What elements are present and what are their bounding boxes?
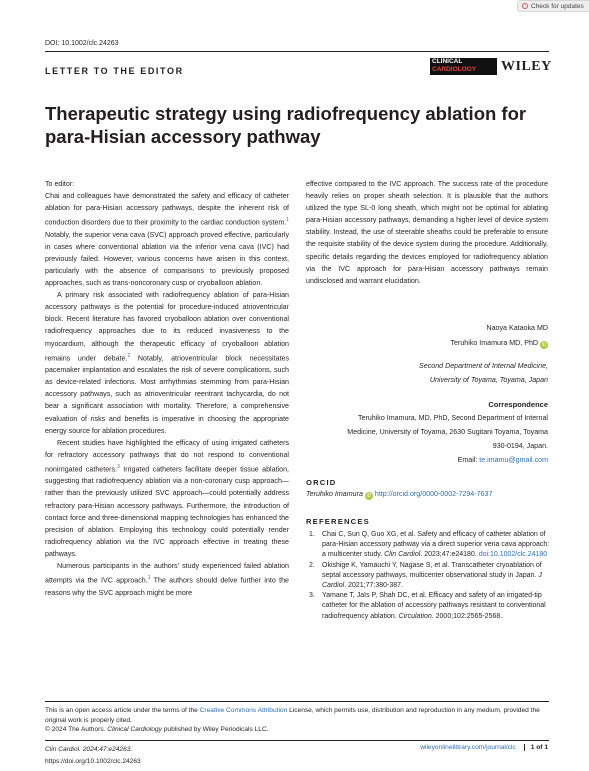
article-type-label: LETTER TO THE EDITOR xyxy=(45,66,184,76)
license-link[interactable]: Creative Commons Attribution xyxy=(199,707,288,714)
correspondence-block xyxy=(306,411,548,467)
orcid-entry xyxy=(306,490,492,500)
license-note xyxy=(45,706,549,735)
author-block xyxy=(451,321,549,351)
footer-right xyxy=(420,744,548,751)
citation-link-2[interactable]: 2 xyxy=(127,352,131,359)
reference-item: 3. Yamane T, Jaïs P, Shah DC, et al. Efficacy and safety of an irrigated-tip catheter for the ablation of accessory pathways resistant to conventional radiofrequency ablation. Circulation. 2000;102:2565-2568. xyxy=(309,592,546,620)
orcid-icon: iD xyxy=(366,493,372,499)
article-doi: DOI: 10.1002/clc.24263 xyxy=(45,40,119,47)
salutation: To editor: xyxy=(45,180,75,188)
orcid-author-name: Teruhiko Imamura xyxy=(306,490,363,498)
journal-logo-line1: CLINICAL xyxy=(432,58,463,65)
footer-rule-2 xyxy=(45,740,549,741)
affiliation-line-2: University of Toyama, Toyama, Japan xyxy=(429,376,548,384)
references-heading: REFERENCES xyxy=(306,517,370,526)
paragraph-2: A primary risk associated with radiofrequency ablation of para-Hisian accessory pathways is the potential for procedure-induced atrioventricular block. Recent literature has favored cryoballoon ablation over conventional radiofrequency approaches due to its reduced invasiveness to the myocardium, although the therapeutic efficacy of cryoballoon ablation remains under debate.$^2$ Notably, atrioventricular block necessitates pacemaker implantation and escalates the risk of severe complications, such as device-related infections. Most arrhythmias stemming from para-Hisian accessory pathways, such as atrioventricular reentrant tachycardia, do not bear a significant association with mortality. Therefore, a comprehensive evaluation of risks and benefits is imperative in choosing the appropriate energy source for ablation procedures. xyxy=(45,291,289,435)
paragraph-3: Recent studies have highlighted the efficacy of using irrigated catheters for refractory accessory pathways that do not respond to conventional nonirrigated catheters.$^3$ Irrigated catheters facilitate deeper tissue ablation, suggesting that radiofrequency ablation via a non-coronary cusp approach—rather than the previously utilized SVC approach—could potentially address refractory para-Hisian accessory pathways. Furthermore, the introduction of contact force and three-dimensional mapping technologies has enhanced the precision of ablation. Employing this technology could potentially render radiofrequency ablation via the IVC approach effective in treating these pathways. xyxy=(45,438,289,558)
affiliation xyxy=(419,359,548,387)
check-for-updates-label: Check for updates xyxy=(531,3,584,10)
correspondence-line-1: Teruhiko Imamura, MD, PhD, Second Department of Internal xyxy=(357,414,548,422)
citation: Clin Cardiol. 2024;47:e24263. xyxy=(45,746,133,753)
paragraph-5: effective compared to the IVC approach. The success rate of the procedure heavily relies on proper sheath selection. It is plausible that the authors utilized the type SL-0 long sheath, which might not be optimal for ablating para-Hisian accessory pathways, demanding a higher level of device system stability. Instead, the use of steerable sheaths could be preferable to ensure the requisite stability of the device system during the procedure. Additionally, specific details regarding the devices employed for radiofrequency ablation via the IVC approach for para-Hisian accessory pathways remain undisclosed and warrant elucidation. xyxy=(306,180,548,285)
email-line: Email: te.imamu@gmail.com xyxy=(457,456,548,464)
copyright-line: © 2024 The Authors. Clinical Cardiology published by Wiley Periodicals LLC. xyxy=(45,726,269,733)
citation-link-4[interactable]: 1 xyxy=(147,575,151,582)
journal-logo-line2: CARDIOLOGY xyxy=(432,66,477,73)
doi-url: https://doi.org/10.1002/clc.24263 xyxy=(45,758,141,765)
article-title: Therapeutic strategy using radiofrequency ablation for para-Hisian accessory pathway xyxy=(45,103,527,147)
orcid-icon[interactable]: iD xyxy=(541,342,547,348)
citation-link-3[interactable]: 3 xyxy=(117,463,120,470)
correspondence-line-2: Medicine, University of Toyama, 2630 Sugitani Toyama, Toyama xyxy=(347,428,548,436)
paragraph-4: Numerous participants in the authors' study experienced failed ablation attempts via the IVC approach.$^1$ The authors should delve further into the reasons why the SVC approach might be more xyxy=(45,561,289,597)
publisher-logo: WILEY xyxy=(501,59,552,74)
journal-site-link[interactable]: wileyonlinelibrary.com/journal/clc xyxy=(420,744,516,751)
crossmark-icon xyxy=(522,3,528,9)
header-rule xyxy=(45,51,549,52)
citation-link-1[interactable]: 1 xyxy=(286,217,289,224)
reference-item: 2. Okishige K, Yamauchi Y, Nagase S, et al. Transcatheter cryoablation of septal accessory pathways, multicenter observational study in Japan. J Cardiol. 2021;77:380-387. xyxy=(309,561,542,590)
correspondence-line-3: 930-0194, Japan. xyxy=(492,442,548,450)
paragraph-1: Chai and colleagues have demonstrated the safety and efficacy of catheter ablation for para-Hisian accessory pathways, despite the inherent risk of conduction disorders due to their proximity to the cardiac conduction system.$^1$ Notably, the superior vena cava (SVC) approach proved effective, particularly in cases where conventional ablation via the inferior vena cava (IVC) had previously failed. However, various concerns have arisen in this context, particularly with the absence of comparisons to previously proposed approaches, such as trans-noncoronary cusp or cryoballoon ablation. xyxy=(45,192,289,288)
reference-doi-link[interactable]: doi:10.1002/clc.24180 xyxy=(478,551,548,559)
citation-block xyxy=(45,744,141,768)
author-1: Naoya Kataoka MD xyxy=(486,324,548,332)
orcid-heading: ORCID xyxy=(306,478,337,487)
reference-list xyxy=(306,530,550,622)
footer-rule xyxy=(45,701,549,702)
correspondence-heading: Correspondence xyxy=(488,400,548,409)
journal-logo xyxy=(430,58,497,75)
affiliation-line-1: Second Department of Internal Medicine, xyxy=(419,362,548,370)
author-2: Teruhiko Imamura MD, PhD iD xyxy=(450,339,547,348)
right-column xyxy=(306,178,548,287)
check-for-updates-badge[interactable] xyxy=(517,0,589,12)
reference-item: 1. Chai C, Sun Q, Guo XG, et al. Safety and efficacy of catheter ablation of para-Hisian accessory pathway via a direct superior vena cava approach: a multicenter study. Clin Cardiol. 2023;47:e24180. doi:10.1002/clc.24180 xyxy=(309,531,550,559)
license-text: This is an open access article under the terms of the Creative Commons Attribution License, which permits use, distribution and reproduction in any medium, provided the original work is properly cited. xyxy=(45,707,540,724)
email-link[interactable]: te.imamu@gmail.com xyxy=(479,456,548,464)
left-column xyxy=(45,178,289,599)
page-number: 1 of 1 xyxy=(524,744,548,751)
orcid-link[interactable]: http://orcid.org/0000-0002-7294-7637 xyxy=(374,490,493,498)
